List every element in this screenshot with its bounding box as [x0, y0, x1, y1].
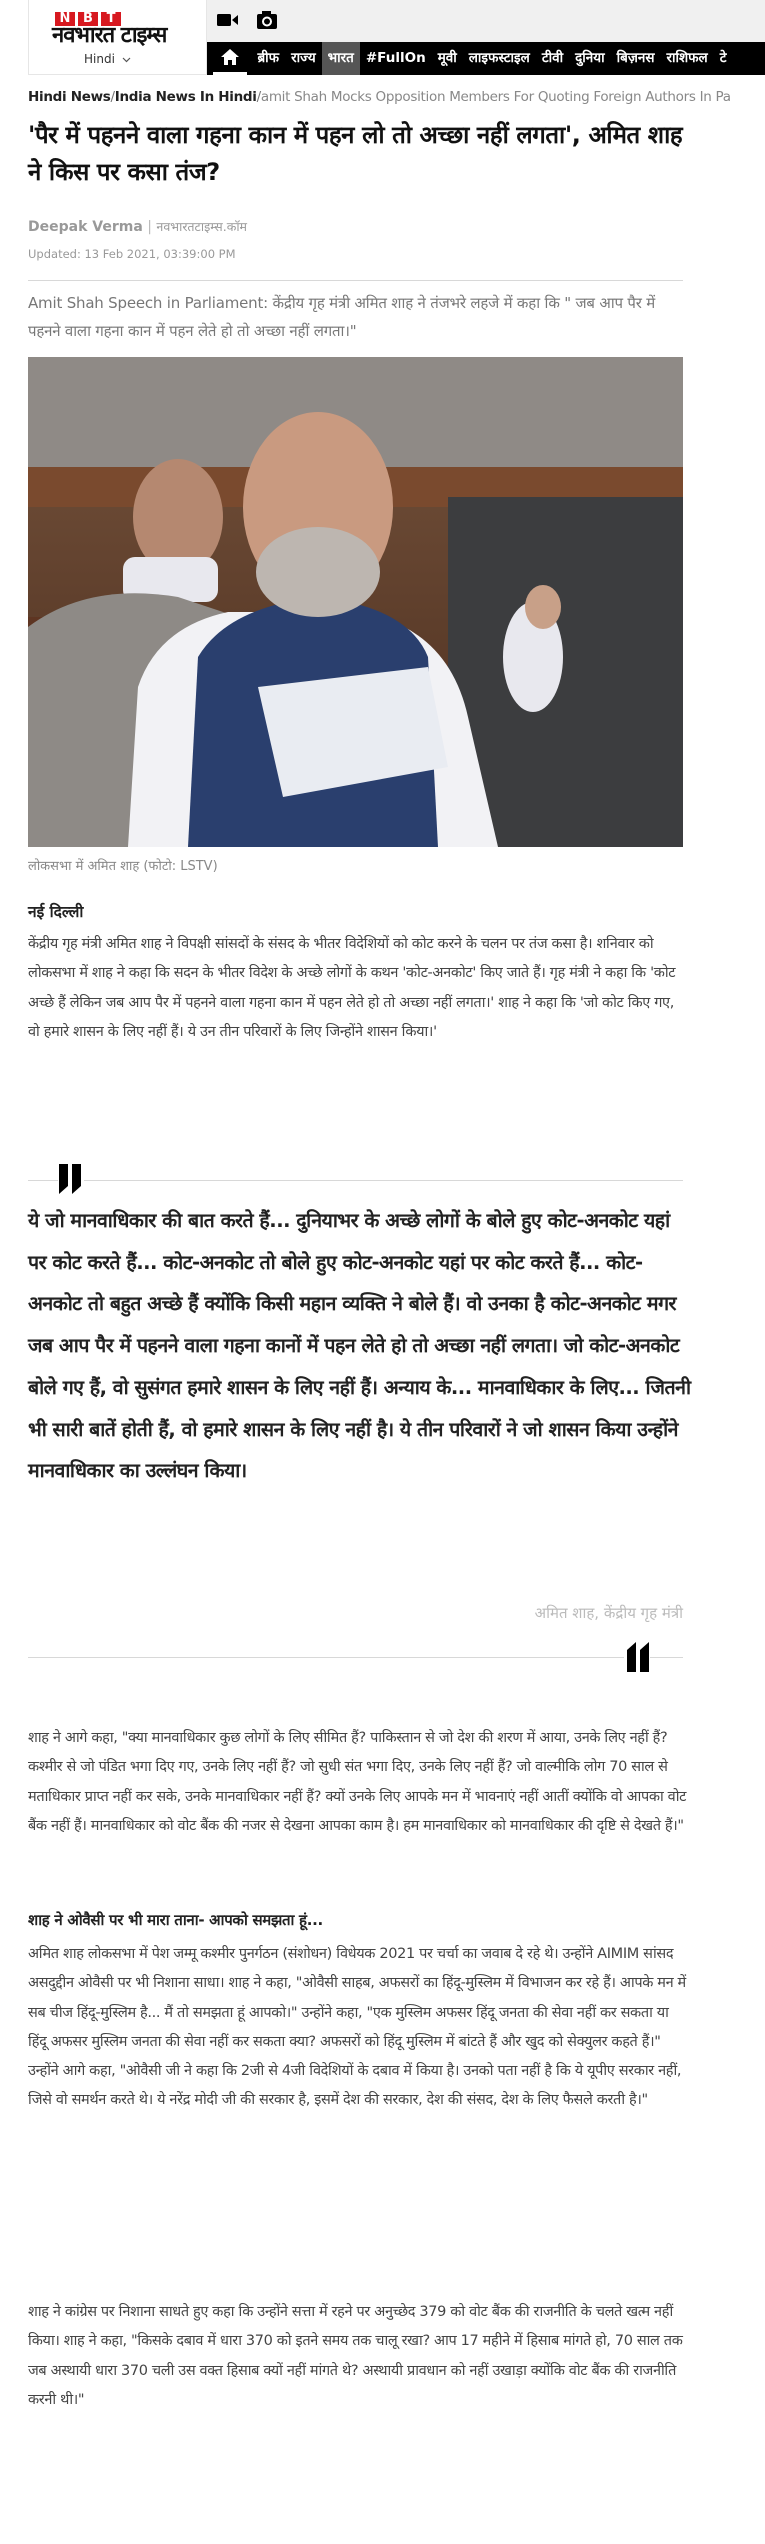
logo-letter: N — [55, 12, 75, 26]
logo-letter: B — [78, 12, 98, 26]
home-icon — [221, 49, 239, 65]
divider — [28, 280, 683, 281]
nav-item-states[interactable]: राज्य — [291, 50, 316, 66]
main-nav — [207, 42, 765, 75]
byline-separator: | — [147, 219, 152, 235]
nav-item-world[interactable]: दुनिया — [575, 50, 605, 66]
chevron-down-icon — [122, 57, 131, 63]
nav-item-lifestyle[interactable]: लाइफस्टाइल — [468, 50, 530, 66]
updated-timestamp: Updated: 13 Feb 2021, 03:39:00 PM — [28, 247, 236, 261]
breadcrumb — [28, 89, 765, 105]
video-icon[interactable] — [217, 12, 239, 28]
breadcrumb-current: amit Shah Mocks Opposition Members For Quoting Foreign Authors In Pa — [260, 89, 731, 105]
logo-letter: T — [101, 12, 121, 26]
nav-home[interactable] — [213, 42, 247, 75]
pull-quote-text: ये जो मानवाधिकार की बात करते हैं... दुनियाभर के अच्छे लोगों के बोले हुए कोट-अनकोट यहां पर कोट करते हैं... कोट-अनकोट तो बोले हुए कोट-अनकोट यहां पर कोट करते हैं... कोट-अनकोट तो बहुत अच्छे हैं क्योंकि किसी महान व्यक्ति ने बोले हैं। वो उनका है कोट-अनकोट मगर जब आप पैर में पहनने वाला गहना कानों में पहन लेते हो तो अच्छा नहीं लगता। जो कोट-अनकोट बोले गए हैं, वो सुसंगत हमारे शासन के लिए नहीं हैं। अन्याय के... मानवाधिकार के लिए... जितनी भी सारी बातें होती हैं, वो हमारे शासन के लिए नहीं है। ये तीन परिवारों ने जो शासन किया उन्होंने मानवाधिकार का उल्लंघन किया। — [28, 1209, 691, 1483]
article-summary: Amit Shah Speech in Parliament: केंद्रीय गृह मंत्री अमित शाह ने तंजभरे लहजे में कहा कि " जब आप पैर में पहनने वाला गहना कान में पहन लेते हो तो अच्छा नहीं लगता।" — [28, 294, 655, 340]
nav-item-tech[interactable]: टे — [719, 50, 727, 66]
top-utility-bar — [207, 0, 765, 42]
article-paragraph: केंद्रीय गृह मंत्री अमित शाह ने विपक्षी सांसदों के संसद के भीतर विदेशियों को कोट करने के चलन पर तंज कसा है। शनिवार को लोकसभा में शाह ने कहा कि सदन के भीतर विदेश के अच्छे लोगों के कथन 'कोट-अनकोट' किए जाते हैं। गृह मंत्री ने कहा कि 'कोट अच्छे हैं लेकिन जब आप पैर में पहनने वाला गहना कान में पहन लेते हो तो अच्छा नहीं लगता।' शाह ने कहा कि 'जो कोट किए गए, वो हमारे शासन के लिए नहीं हैं। ये उन तीन परिवारों के लिए जिन्होंने शासन किया।' — [28, 936, 676, 1040]
breadcrumb-link-hindi-news[interactable]: Hindi News — [28, 89, 111, 105]
quote-divider-bottom — [28, 1657, 683, 1658]
article-title: 'पैर में पहनने वाला गहना कान में पहन लो तो अच्छा नहीं लगता', अमित शाह ने किस पर कसा तंज? — [28, 121, 683, 186]
article-paragraph: शाह ने कांग्रेस पर निशाना साधते हुए कहा कि उन्होंने सत्ता में रहने पर अनुच्छेद 379 को वोट बैंक की राजनीति के चलते खत्म नहीं किया। शाह ने कहा, "किसके दबाव में धारा 370 को इतने समय तक चालू रखा? आप 17 महीने में हिसाब मांगते हो, 70 साल तक जब अस्थायी धारा 370 चली उस वक्त हिसाब क्यों नहीं मांगते थे? अस्थायी प्रावधान को नहीं उखाड़ा क्योंकि वोट बैंक की राजनीति करनी थी।" — [28, 2304, 683, 2408]
byline — [28, 218, 247, 235]
nav-item-movies[interactable]: मूवी — [437, 50, 457, 66]
quote-close-icon — [624, 1642, 650, 1672]
dateline: नई दिल्ली — [28, 903, 84, 921]
breadcrumb-separator: / — [110, 89, 115, 105]
image-caption: लोकसभा में अमित शाह (फोटो: LSTV) — [28, 859, 218, 874]
nav-item-fullon[interactable]: #FullOn — [365, 50, 426, 66]
nav-item-tv[interactable]: टीवी — [541, 50, 564, 66]
parliament-photo — [28, 357, 683, 847]
author-name[interactable]: Deepak Verma — [28, 219, 143, 235]
quote-open-icon — [58, 1164, 84, 1194]
article-image[interactable] — [28, 357, 683, 847]
nav-item-india[interactable]: भारत — [322, 42, 360, 75]
language-label: Hindi — [84, 52, 115, 66]
camera-icon[interactable] — [256, 10, 278, 30]
nav-item-business[interactable]: बिज़नस — [616, 50, 655, 66]
article-paragraph: शाह ने आगे कहा, "क्या मानवाधिकार कुछ लोगों के लिए सीमित हैं? पाकिस्तान से जो देश की शरण में आया, उनके लिए नहीं हैं? कश्मीर से जो पंडित भगा दिए गए, उनके लिए नहीं हैं? जो सुधी संत भगा दिए, उनके लिए नहीं हैं? जो वाल्मीकि लोग 70 साल से मताधिकार प्राप्त नहीं कर सके, उनके मानवाधिकार नहीं हैं? क्यों उनके लिए आपके मन में भावनाएं नहीं आतीं क्योंकि वो आपका वोट बैंक नहीं हैं। मानवाधिकार को वोट बैंक की नजर से देखना आपका काम है। हम मानवाधिकार को मानवाधिकार की दृष्टि से देखते हैं।" — [28, 1730, 687, 1834]
breadcrumb-separator: / — [256, 89, 261, 105]
quote-divider-top — [28, 1180, 683, 1181]
article-paragraph: अमित शाह लोकसभा में पेश जम्मू कश्मीर पुनर्गठन (संशोधन) विधेयक 2021 पर चर्चा का जवाब दे रहे थे। उन्होंने AIMIM सांसद असदुद्दीन ओवैसी पर भी निशाना साधा। शाह ने कहा, "ओवैसी साहब, अफसरों का हिंदू-मुस्लिम में विभाजन कर रहे हैं। आपके मन में सब चीज हिंदू-मुस्लिम है... मैं तो समझता हूं आपको।" उन्होंने कहा, "एक मुस्लिम अफसर हिंदू जनता की सेवा नहीं कर सकता या हिंदू अफसर मुस्लिम जनता की सेवा नहीं कर सकता क्या? अफसरों को हिंदू मुस्लिम में बांटते हैं और खुद को सेक्युलर कहते हैं।" उन्होंने आगे कहा, "ओवैसी जी ने कहा कि 2जी से 4जी विदेशियों के दबाव में किया है। उनको पता नहीं है कि ये यूपीए सरकार नहीं, जिसे वो समर्थन करते थे। ये नरेंद्र मोदी जी की सरकार है, इसमें देश की सरकार, देश की संसद, देश के लिए फैसले करती है।" — [28, 1946, 686, 2109]
breadcrumb-link-india-news[interactable]: India News In Hindi — [114, 89, 257, 105]
section-subheading: शाह ने ओवैसी पर भी मारा ताना- आपको समझता हूं... — [28, 1911, 323, 1929]
nav-item-brief[interactable]: ब्रीफ — [257, 50, 280, 66]
nav-item-horoscope[interactable]: राशिफल — [666, 50, 708, 66]
publication-name: नवभारतटाइम्स.कॉम — [156, 219, 248, 234]
language-selector[interactable] — [84, 52, 131, 66]
logo-wordmark[interactable]: नवभारत टाइम्स — [52, 23, 167, 48]
pull-quote-attribution: अमित शाह, केंद्रीय गृह मंत्री — [534, 1604, 683, 1622]
